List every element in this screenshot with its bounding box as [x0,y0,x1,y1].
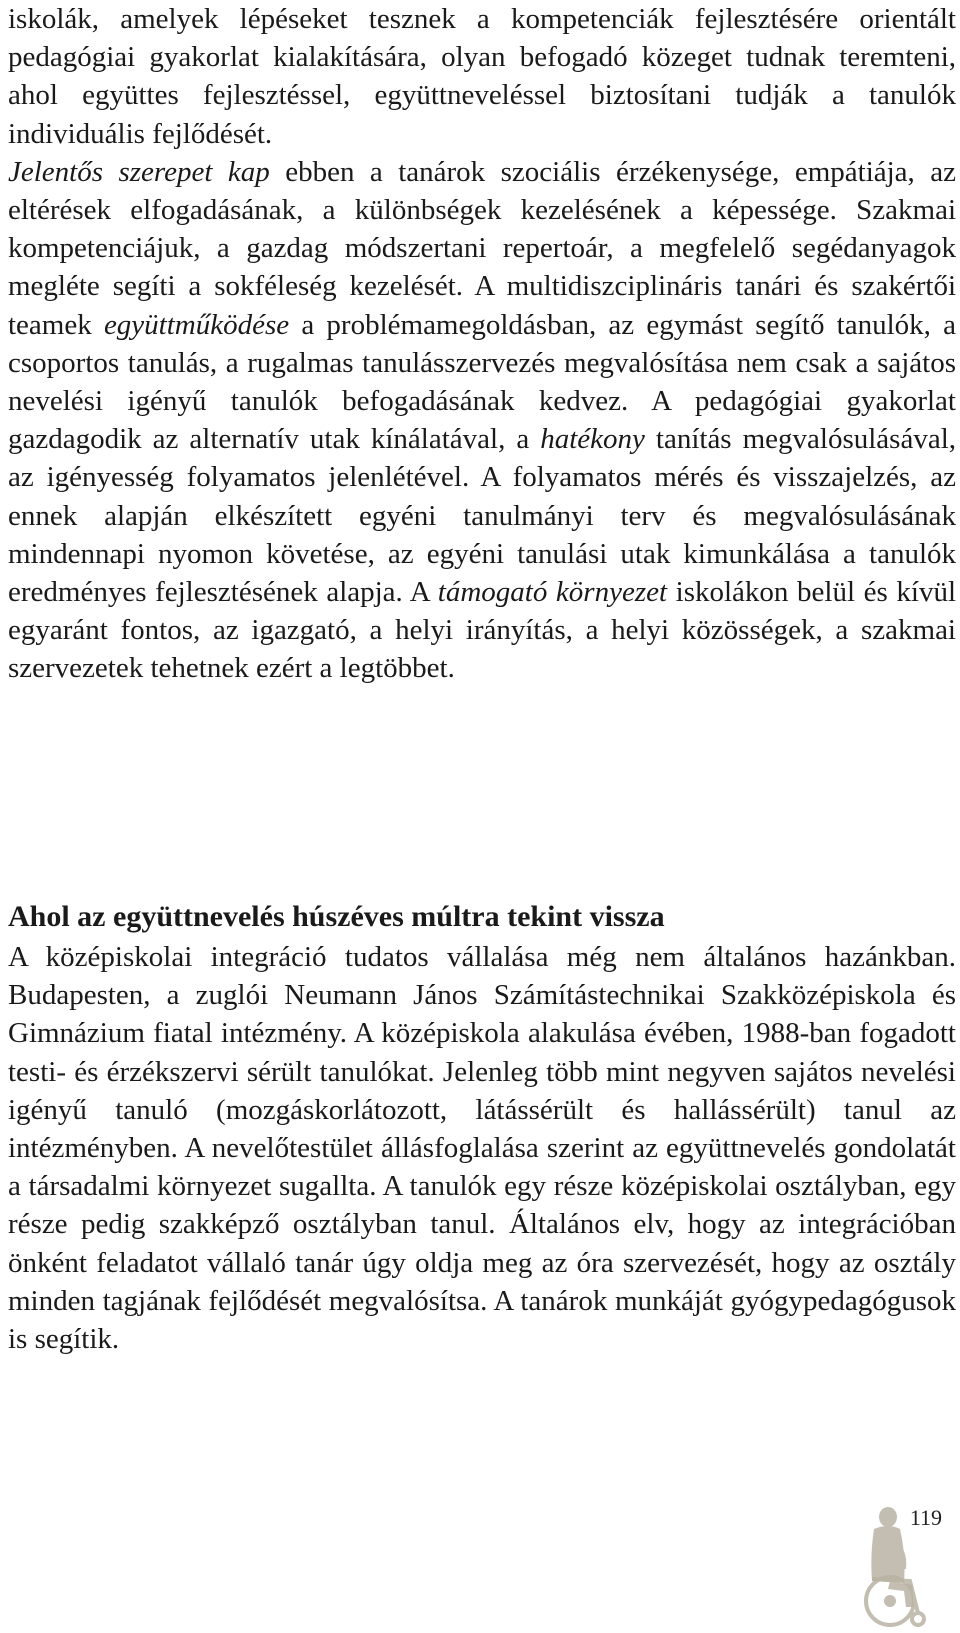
paragraph-supporting-factors [8,153,956,688]
text-run: iskolákon belül és kívül egyaránt fontos, az igazgató, a helyi irányítás, a helyi közösségek, a szakmai szervezetek tehetnek ezért a legtöbbet. [8,576,956,685]
page-number: 119 [909,1505,942,1530]
text-run: a problémamegoldásban, az egymást segítő tanulók, a csoportos tanulás, a rugalmas tanulásszervezés megvalósítása nem csak a sajátos nevelési igényű tanulók befogadásának kedvez. A pedagógiai gyakorlat gazdagodik az alternatív utak kínálatával, a [8,308,956,456]
text-run: ebben a tanárok szociális érzékenysége, empátiája, az eltérések elfogadásának, a különbségek kezelésének a képessége. Szakmai kompetenciájuk, a gazdag módszertani repertoár, a megfelelő segédanyagok megléte segíti a sokféleség kezelését. A multidiszciplináris tanári és szakértői teamek [8,155,956,341]
paragraph-secondary-integration [8,938,956,1358]
emphasized-text: Jelentős szerepet kap [8,155,270,188]
emphasized-text: támogató környezet [437,576,668,609]
emphasized-text: együttműködése [103,308,290,341]
document-page [8,0,957,1356]
section-heading: Ahol az együttnevelés húszéves múltra tekint vissza [8,900,665,933]
emphasized-text: hatékony [540,423,645,456]
text-run: A középiskolai integráció tudatos vállalása még nem általános hazánkban. Budapesten, a zuglói Neumann János Számítástechnikai Szakközépiskola és Gimnázium fiatal intézmény. A középiskola alakulása évében, 1988-ban fogadott testi- és érzékszervi sérült tanulókat. Jelenleg több mint negyven sajátos nevelési igényű tanuló (mozgáskorlátozott, látássérült és hallássérült) tanul az intézményben. A nevelőtestület állásfoglalása szerint az együttnevelés gondolatát a társadalmi környezet sugallta. A tanulók egy része középiskolai osztályban, egy része pedig szakképző osztályban tanul. Általános elv, hogy az integrációban önként feladatot vállaló tanár úgy oldja meg az óra szervezését, hogy az osztály minden tagjának fejlődését megvalósítsa. A tanárok munkáját gyógypedagógusok is segítik. [8,941,956,1356]
text-run: iskolák, amelyek lépéseket tesznek a kompetenciák fejlesztésére orientált pedagógiai gyakorlat kialakítására, olyan befogadó közeget tudnak teremteni, ahol együttes fejlesztéssel, együttneveléssel biztosítani tudják a tanulók individuális fejlődését. [8,3,956,150]
paragraph-intro-continuation [8,0,956,153]
text-run: tanítás megvalósulásával, az igényesség folyamatos jelenlétével. A folyamatos mérés és visszajelzés, az ennek alapján elkészített egyéni tanulmányi terv és megvalósulásának mindennapi nyomon követése, az egyéni tanulási utak kimunkálása a tanulók eredményes fejlesztésének alapja. A [8,423,957,609]
